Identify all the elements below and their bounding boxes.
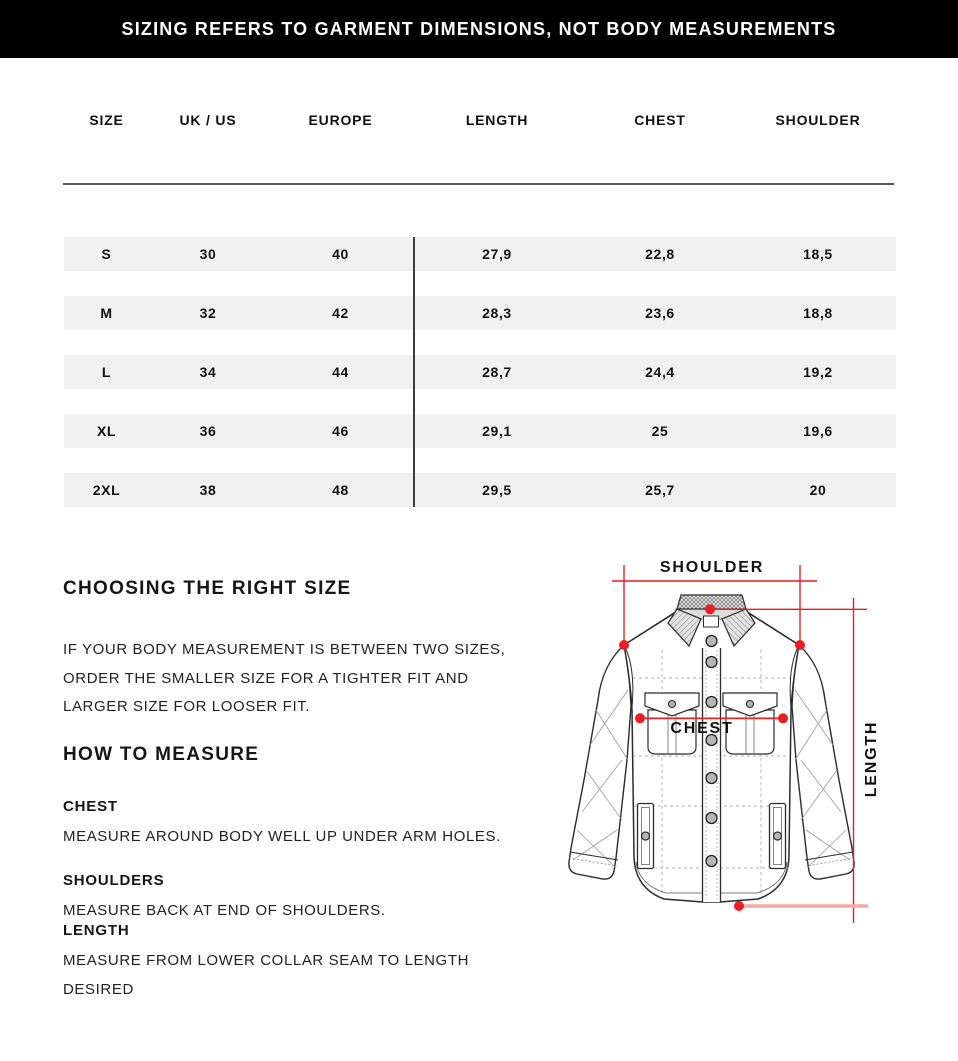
col-header-size: SIZE xyxy=(89,112,124,128)
col-header-chest: CHEST xyxy=(634,112,686,128)
diagram-chest-label: CHEST xyxy=(670,720,734,737)
table-vertical-divider xyxy=(413,237,415,507)
paragraph-line: MEASURE FROM LOWER COLLAR SEAM TO LENGTH xyxy=(63,952,470,969)
choosing-size-heading: CHOOSING THE RIGHT SIZE xyxy=(63,578,352,599)
table-row-xl xyxy=(64,414,896,448)
paragraph-line: ORDER THE SMALLER SIZE FOR A TIGHTER FIT AND xyxy=(63,669,469,687)
choosing-size-paragraph xyxy=(63,636,505,722)
table-cell: XL xyxy=(96,423,117,439)
table-cell: 40 xyxy=(332,246,349,262)
table-cell: 32 xyxy=(199,305,217,321)
table-cell: 2XL xyxy=(92,482,121,498)
table-cell: 44 xyxy=(332,364,349,380)
paragraph-line: MEASURE BACK AT END OF SHOULDERS. xyxy=(63,902,386,919)
table-cell: M xyxy=(100,305,113,321)
table-cell: 18,8 xyxy=(803,305,833,321)
measure-dot xyxy=(734,901,744,911)
table-cell: 42 xyxy=(332,305,349,321)
table-cell: 29,5 xyxy=(482,482,512,498)
table-cell: 24,4 xyxy=(645,364,675,380)
table-cell: 36 xyxy=(199,423,217,439)
measure-dot xyxy=(619,640,629,650)
diagram-shoulder-label: SHOULDER xyxy=(659,559,765,576)
col-header-length: LENGTH xyxy=(465,112,529,128)
table-cell: 38 xyxy=(199,482,217,498)
size-table-header xyxy=(64,112,896,128)
table-cell: 18,5 xyxy=(803,246,833,262)
paragraph-line: MEASURE AROUND BODY WELL UP UNDER ARM HOLES. xyxy=(63,828,501,845)
table-cell: 25 xyxy=(651,423,669,439)
table-cell: 34 xyxy=(199,364,217,380)
col-header-europe: EUROPE xyxy=(308,112,373,128)
table-cell: 46 xyxy=(332,423,349,439)
banner-text: SIZING REFERS TO GARMENT DIMENSIONS, NOT BODY MEASUREMENTS xyxy=(121,18,837,39)
table-cell: 25,7 xyxy=(645,482,675,498)
size-table-body xyxy=(64,237,896,532)
table-row-2xl xyxy=(64,473,896,507)
measure-dot xyxy=(705,604,715,614)
table-cell: 19,2 xyxy=(803,364,833,380)
table-header-rule xyxy=(63,183,894,185)
table-row-l xyxy=(64,355,896,389)
measure-dot xyxy=(778,713,788,723)
paragraph-line: DESIRED xyxy=(63,980,134,998)
how-to-measure-heading: HOW TO MEASURE xyxy=(63,744,260,765)
table-row-s xyxy=(64,237,896,271)
measure-length-description xyxy=(63,947,469,1004)
top-banner xyxy=(0,0,958,58)
measure-chest-description xyxy=(63,823,501,852)
paragraph-line: IF YOUR BODY MEASUREMENT IS BETWEEN TWO SIZES, xyxy=(63,641,506,658)
table-cell: 48 xyxy=(332,482,349,498)
table-cell: 20 xyxy=(809,482,827,498)
table-row-m xyxy=(64,296,896,330)
table-cell: 28,3 xyxy=(482,305,512,321)
table-cell: 28,7 xyxy=(482,364,512,380)
paragraph-line: LARGER SIZE FOR LOOSER FIT. xyxy=(63,698,311,715)
measure-shoulders-label: SHOULDERS xyxy=(63,872,165,889)
table-cell: 22,8 xyxy=(645,246,675,262)
table-cell: 30 xyxy=(199,246,217,262)
measure-length-label: LENGTH xyxy=(63,922,130,939)
measure-dot xyxy=(635,713,645,723)
table-cell: 19,6 xyxy=(803,423,833,439)
table-cell: 29,1 xyxy=(482,423,512,439)
measure-chest-label: CHEST xyxy=(63,798,118,815)
button-placket xyxy=(703,648,721,902)
col-header-shoulder: SHOULDER xyxy=(775,112,861,128)
table-cell: 23,6 xyxy=(645,305,675,321)
diagram-length-label: LENGTH xyxy=(863,720,880,798)
table-cell: L xyxy=(101,364,112,380)
table-cell: 27,9 xyxy=(482,246,512,262)
shirt-diagram xyxy=(560,550,958,950)
table-cell: S xyxy=(101,246,112,262)
measure-dot xyxy=(795,640,805,650)
col-header-uk-us: UK / US xyxy=(179,112,237,128)
